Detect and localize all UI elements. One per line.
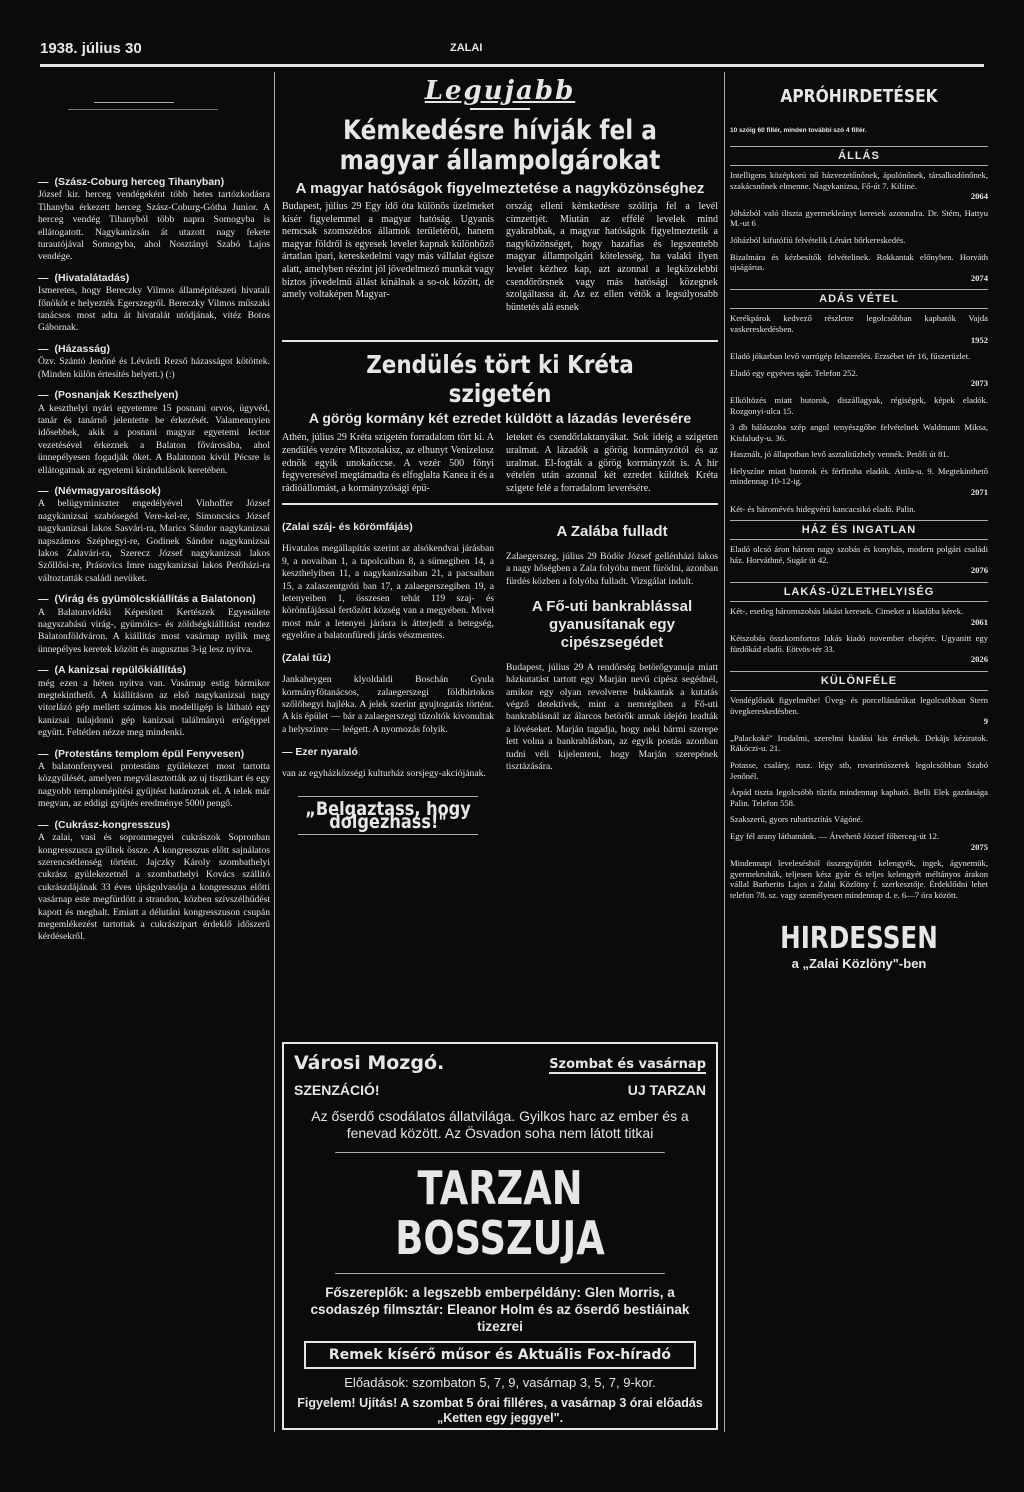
- classified-ad-text: Potasse, csaláry, rusz. légy stb, rovarirtószerek legolcsóbban Szabó Jenőnél.: [730, 759, 988, 781]
- screening-schedule: Előadások: szombaton 5, 7, 9, vasárnap 3, 5, 7, 9-kor.: [344, 1375, 656, 1390]
- decorative-rule: [94, 102, 174, 103]
- classified-ad: [730, 695, 988, 727]
- classifieds-price: 10 szóig 60 fillér, minden további szó 4 fillér.: [730, 127, 867, 134]
- classified-ad: [730, 633, 988, 665]
- subhead-espionage: A magyar hatóságok figyelmeztetése a nagyközönséghez: [295, 180, 705, 197]
- film-cast: Főszereplők: a legszebb emberpéldány: Glen Morris, a csodaszép filmsztár: Eleanor Holm és az őserdő bestiáinak tizezrei: [310, 1285, 690, 1334]
- classified-ad-text: Intelligens középkorú nő házvezetőnőnek, ápolónőnek, társalkodónőnek, szakácsnőnek elmenne. Nagykanizsa, Fő-út 7. Kiltinė.: [730, 170, 988, 191]
- headline-crete: Zendülés tört ki Kréta szigetén: [366, 350, 634, 409]
- news-item-title-text: (Házasság): [54, 342, 110, 355]
- classified-ad: [730, 466, 988, 498]
- classified-ad-text: Szakszerű, gyors ruhatisztítás Vágóné.: [730, 814, 863, 825]
- slogan-box: „Belgaztass, hogy dolgezhass!": [298, 796, 478, 835]
- classifieds-sections: [730, 146, 988, 901]
- main-news-area: [282, 72, 718, 835]
- title-dash: —: [38, 271, 49, 284]
- news-item-body: A keszthelyi nyári egyetemre 15 posnani orvos, ügyvéd, tanár és tanárnő jelentette be érkezését. Valamennyien idősebbek, akik a posnani magyar egyetemi lector vezetésével érkeznek a Balaton fővárosába, ahol ünnepélyesen fogadják őket. A Balatonon kívül Pécsre is ellátogatnak az egyetemi kirándulások keretében.: [38, 402, 270, 476]
- news-item-title: [38, 593, 270, 605]
- news-item-title-text: (Posnanjak Keszthelyen): [54, 389, 179, 402]
- classified-ad: [730, 368, 988, 389]
- classified-ad-text: „Palackoké" Irodalmi, szerelmi kiadási kis értékek. Dekájs kéziratok. Rákóczi-u. 21.: [730, 732, 988, 754]
- classified-ad-number: 2071: [970, 487, 988, 498]
- news-item-title-text: (Cukrász-kongresszus): [54, 818, 171, 831]
- article-crete: [282, 432, 718, 495]
- cinema-label-new-tarzan: UJ TARZAN: [627, 1082, 706, 1098]
- classified-ad-text: Helyszíne miatt butorok és férfiruha eladók. Attila-u. 9. Megtekinthető mindennap 10-12-ig.: [730, 465, 988, 487]
- supporting-program: Remek kísérő műsor és Aktuális Fox-híradó: [304, 1341, 696, 1369]
- classified-ad-number: 2064: [970, 191, 988, 202]
- classified-ad: [730, 760, 988, 781]
- article-espionage-right: ország elleni kémkedésre szólítja fel a levél címzettjét. Miután az effélé levelek mind gyakrabbak, a magyar hatóságok figyelmeztetik a nagyközönséget, hogy hazafias és legszentebb magyar állampolgári kötelesség, ha valaki ilyen levelet kézhez kap, azt azonnal a legközelebbi csendőrőrsnek vagy más hatósági közegnek szolgáltassa át. Az ez ellen vétők a legsúlyosabb büntetés alá esnek: [506, 201, 718, 313]
- cinema-label-sensation: SZENZÁCIÓ!: [294, 1082, 380, 1098]
- news-item-title: [38, 819, 270, 831]
- classified-ad: [730, 504, 988, 515]
- news-item-title: [38, 485, 270, 497]
- classified-ad: [730, 858, 988, 900]
- classified-ad-text: Jóházból kifutófiú felvételik Lénárt bőrkereskedés.: [730, 234, 906, 245]
- title-dash: —: [38, 818, 49, 831]
- news-item-title: [38, 389, 270, 401]
- news-item-title-text: (Hivatalátadás): [54, 271, 130, 284]
- classified-ad-text: Árpád tiszta legolcsóbb tűzifa mindennap kapható. Belli Elek gazdasága Palin. Telefon 558.: [730, 787, 988, 808]
- classified-ad-text: Kétszobás összkomfortos lakás kiadó november elsejére. Ugyanitt egy fürdőkád eladó. Eötvös-tér 33.: [730, 633, 988, 654]
- title-dash: —: [38, 664, 49, 677]
- left-news-list: [38, 176, 270, 944]
- classified-section-title: HÁZ ÉS INGATLAN: [730, 520, 988, 540]
- classified-ad: [730, 208, 988, 229]
- legujabb-logo: Legujabb: [424, 76, 576, 106]
- title-dash: —: [38, 593, 49, 606]
- section-rule: [282, 340, 718, 342]
- news-item-body: Hivatalos megállapítás szerint az alsókendvai járásban 9, a novaiban 1, a tapolcaiban 8, a sümegiben 14, a keszthelyiben 11, a nagykanizsaiban 21, a pacsaiban 15, a zalaszentgróti ban 17, a zalaegerszegiben 19, a letenyeiben 1, összesen tehát 119 szaj- és körömfájással fertőzött község van a megyében. Miveł most már a letenyei járásra is átterjedt a betegség, egyelőre a balatonfüredi járás vészmentes.: [282, 543, 494, 642]
- subhead-crete: A görög kormány két ezredet küldött a lázadás leverésére: [308, 410, 692, 427]
- classified-ad-text: Kerékpárok kedvező részletre legolcsóbban kaphatók Vajda vaskereskedésben.: [730, 313, 988, 334]
- classified-section-title: ADÁS VÉTEL: [730, 289, 988, 309]
- news-item-title: — Ezer nyaraló: [282, 745, 358, 758]
- news-item-title-text: (Protestáns templom épül Fenyvesen): [54, 747, 245, 760]
- column-divider-right: [724, 72, 725, 1432]
- promo-title: HIRDESSEN: [780, 920, 938, 956]
- classified-ad: [730, 170, 988, 202]
- news-item-title: [38, 343, 270, 355]
- classified-ad: [730, 252, 988, 284]
- classified-ad-text: Vendéglősök figyelmébe! Üveg- és porcellánárúkat legolcsóbban Stern üvegkereskedésben.: [730, 695, 988, 716]
- classified-ad-text: Jóházból való iliszta gyermekleányt keresek azonnalra. Dr. Stém, Hattyu M.-ut 6: [730, 207, 988, 229]
- classified-ad-number: 2073: [970, 378, 988, 389]
- classified-ad-text: 3 db hálószoba szép angol tenyészgőbe felvételnek Waldmann Miksa, Kisfaludy-u. 36.: [730, 422, 988, 443]
- column-divider-left: [274, 72, 275, 1432]
- classified-ad: [730, 787, 988, 808]
- classified-ad: [730, 831, 988, 852]
- title-dash: —: [38, 342, 49, 355]
- classified-ad-text: Eladó egy egyéves sgár. Telefon 252.: [730, 367, 858, 378]
- news-item-body: Ismeretes, hogy Bereczky Vilmos államépítészeti hivatali főnököt e helyezték Egerszegről. Bereczky Vilmos műszaki tanácsos most adta át hivatalát utódjának, vitéz Botos Gábornak.: [38, 285, 270, 334]
- classified-ad-number: 2076: [970, 565, 988, 576]
- classified-section-title: ÁLLÁS: [730, 146, 988, 166]
- header-rule: [40, 64, 984, 67]
- classified-ad-text: Bizalmára és kézbesítők felvételinek. Rokkantak előnyben. Horváth ujságárus.: [730, 251, 988, 273]
- film-title: TARZAN BOSSZUJA: [335, 1152, 665, 1274]
- news-item-title: [38, 748, 270, 760]
- classified-ad-text: Eladó olcsó áron három nagy szobás és konyhás, modern polgári családi ház. Horváthné, Sugár út 42.: [730, 544, 988, 565]
- classified-ad-text: Használt, jó állapotban levő asztalitűzhely vennék. Petőfi út 81.: [730, 449, 949, 460]
- classified-ad-text: Két-, esetleg háromszobás lakást keresek. Cimeket a kiadóba kérek.: [730, 606, 964, 617]
- lower-news-right: [506, 513, 718, 835]
- title-dash: —: [38, 484, 49, 497]
- news-item-title-text: (Szász-Coburg herceg Tihanyban): [54, 176, 225, 188]
- news-item-title: [38, 664, 270, 676]
- classified-ad: [730, 814, 988, 825]
- classified-ad: [730, 351, 988, 362]
- news-item-body: A belügyminiszter engedélyével Vinhoffer József nagykanizsai szabósegéd Vere-kel-re, Simoncsics József nagykanizsai lakos Sasvári-ra, Marics Sándor nagykanizsai napszámos Széphegyi-re, Godinek Sándor nagykanizsai lakos Zalavári-ra, Szerecz József nagykanizsai lakos Szőllősi-re, Prásovics Imre nagykanizsai lakos Petőházi-ra változtatták családi nevüket.: [38, 498, 270, 584]
- news-item-body: még ezen a héten nyitva van. Vasárnap estig bármikor megtekinthető. A kiállításon az első nagykanizsai nagy vitorlázó gép mellett számos kis modelligép is látható egy kanizsai tulajdonú gép kanizsai találmányú erőgéppel együtt. Feltétlen nézze meg mindenki.: [38, 677, 270, 739]
- news-item-title: A Fő-uti bankrablással gyanusítanak egy cipészsegédet: [531, 598, 693, 652]
- cinema-description: Az őserdő csodálatos állatvilága. Gyilkos harc az ember és a fenevad között. Az Ösvadon soha nem látott titkai: [311, 1108, 689, 1141]
- classified-ad: [730, 422, 988, 443]
- title-dash: —: [38, 389, 49, 402]
- lower-news-left: [282, 513, 494, 835]
- cinema-header: [294, 1052, 706, 1074]
- classified-ad-number: 2075: [970, 841, 988, 852]
- article-crete-right: leteket és csendőrlaktanyákat. Sok ideig a szigeten uralmat. A lázadók a görög kormányzótól és az uralmat. El-fogták a görög kormányzót is. A hír vételén után azonnal két ezredet küldtek Kréta szigete felé a forradalom leverésére.: [506, 432, 718, 494]
- news-item-title: [38, 272, 270, 284]
- news-item-body: Özv. Szántó Jenőné és Lévárdi Rezső házasságot kötöttek. (Minden külön értesítés helyett.) (:): [38, 356, 270, 380]
- section-rule: [282, 503, 718, 505]
- news-item-title: [38, 176, 270, 188]
- news-item-title: (Zalai száj- és körömfájás): [282, 521, 413, 534]
- page-header: [40, 40, 984, 64]
- news-item-title-text: (Névmagyarosítások): [54, 484, 161, 497]
- paper-name: ZALAI: [450, 42, 483, 54]
- news-item-title-text: (A kanizsai repülőkiállítás): [54, 664, 186, 677]
- news-item-title: (Zalai tűz): [282, 652, 331, 665]
- news-item-body: József kir. herceg vendégeként több hetes tartózkodásra Tihanyba érkezett herceg Szász-Coburg-Gótha Junior. A herceg vendég Tihanyból több napra Somogyba is ellátogatott. Nagykanizsán át utazott nagy fekete turautójával Somogyba, ahol Nosztányi Szabó Lajos vendége.: [38, 189, 270, 263]
- classified-section-title: LAKÁS-ÜZLETHELYISÉG: [730, 582, 988, 602]
- title-dash: —: [38, 747, 49, 760]
- classified-ad: [730, 395, 988, 416]
- news-item-body: Jankaheygen klyoldaldi Boschán Gyula kormányfőtanácsos, zalaegerszegi földbirtokos szőlőhegyi hajléka. A jelek szerint gyujtogatás történt. A kis épület — bár a zalaegerszegi tűzoltók kivonultak a helyszínre — leégett. A nyomozás folyik.: [282, 674, 494, 735]
- classified-ad: [730, 313, 988, 345]
- headline-espionage: Kémkedésre hívják fel a magyar állampolgárokat: [339, 115, 661, 176]
- classified-ad: [730, 544, 988, 576]
- classified-ad-number: 2061: [970, 616, 988, 627]
- cinema-advertisement: [282, 1042, 718, 1430]
- classified-ad-number: 2026: [970, 654, 988, 665]
- classified-section-title: KÜLÖNFÉLE: [730, 671, 988, 691]
- promo-subtitle: a „Zalai Közlöny"-ben: [791, 955, 927, 971]
- article-espionage-left: Budapest, július 29 Egy idő óta különös üzelmeket kísér figyelemmel a magyar hatóság. Ugyanis nemcsak szomszédos államok területéről, hanem magyar földről is egyesek levelet kapnak különböző ártatlan ipari, kereskedelmi vagy más vállalat égisze alatt, amelyben részint jól jövedelmező munkát vagy bíztos jövedelmű állást kínálnak a so-ok között, de amely voltaképen Magyar-: [282, 201, 494, 301]
- title-dash: —: [38, 176, 49, 188]
- article-espionage: [282, 201, 718, 314]
- left-news-column: [38, 72, 270, 944]
- classified-ad-text: Két- és háromévés hidegvérű kancacsikó eladó. Palin.: [730, 503, 916, 514]
- classified-ads-column: [730, 72, 988, 971]
- cinema-labels: [294, 1082, 706, 1098]
- classified-ad-number: 2074: [970, 272, 988, 283]
- classified-ad-text: Elköltözés miatt butorok, diszállagyak, régiségek, képek eladók. Rozgonyi-ulca 15.: [730, 394, 988, 416]
- classified-ad-text: Eladó jókarban levő varrógép felszerelés. Erzsébet tér 16, fűszerüzlet.: [730, 351, 971, 362]
- classified-ad: [730, 235, 988, 246]
- classified-ad: [730, 733, 988, 754]
- cinema-when: Szombat és vasárnap: [549, 1057, 706, 1072]
- news-item-body: A Balatonvidéki Képesített Kertészek Egyesülete nagyszabású virág-, gyümölcs- és zöldségkiállítást rendez Balatonföldváron. A kiállítás most vasárnap nyílik meg ünnepélyes keretek között és augusztus 3-ig lesz nyitva.: [38, 606, 270, 655]
- news-item-title: A Zalába fulladt: [556, 523, 668, 541]
- news-item-body: van az egyházközségi kulturház sorsjegy-akciójának.: [282, 767, 486, 779]
- classified-ad-text: Mindennapi levelesésból összegyűjtött kelengyék, ingek, ágynemük, gyermekruhák, teljesen kész gyár és teljes kelengyét méltányos árakon vállal Barberits Lajos a Zalai Közlöny f. szerkesztője. Érdeklődni lehet telefon 78. sz. vagy személyesen mindennap d. e. 6—7 óra között.: [730, 858, 988, 900]
- cinema-name: Városi Mozgó.: [294, 1052, 445, 1074]
- news-item-title-text: (Virág és gyümölcskiállítás a Balatonon): [54, 593, 256, 606]
- news-item-body: A zalai, vasi és sopronmegyei cukrászok Sopronban kongresszusra gyűltek össze. A kongresszus előtt sajnálatos szerencsétlenség történt. Jajczky Károly szombathelyi cukrász gyülekezetnél a szombathelyi Kovács szállító cukrászdájának 33 éves újságolvasója a kongresszus előtti vasárnap este megfürdött a strandon, közben szívszélhűdést kapott és meghalt. Emiatt a délutáni kongresszuson csupán megemlékezést tartottak a cukrászipart érdeklő időszerű kérdésekről.: [38, 832, 270, 943]
- classified-ad: [730, 606, 988, 627]
- issue-date: 1938. július 30: [40, 40, 142, 57]
- logo-rule: [470, 108, 530, 110]
- classifieds-title: APRÓHIRDETÉSEK: [780, 86, 938, 107]
- classified-ad: [730, 449, 988, 460]
- classified-ad-text: Egy fél arany láthatnánk. — Átvehető József főherceg-út 12.: [730, 830, 940, 841]
- classified-ad-number: 1952: [970, 334, 988, 345]
- news-item-body: A balatonfenyvesi protestáns gyülekezet most tartotta közgyűlését, amelyen megválasztották az uj tisztikart és egy nagyobb templomépítési gyűjtést határoztak el. A telek már megvan, az eddigi gyűjtés eredménye 5000 pengő.: [38, 761, 270, 810]
- decorative-rule: [68, 109, 218, 110]
- article-crete-left: Athén, július 29 Kréta szigetén forradalom tört ki. A zendülés vezére Mitszotakisz, az elhunyt Venizelosz ednök egyik unokaöccse. A vezér 500 főnyi fegyveresével megtámadta és elfoglalta Kanea it és a rádióállomást, a kormányzósági épü-: [282, 432, 494, 494]
- news-item-body: Zalaegerszeg, július 29 Bödör József gellénházi lakos a nagy hőségben a Zala folyóba ment fürödni, azonban fürdés közben a folyóba fulladt. Vizsgálat indult.: [506, 550, 718, 587]
- news-item-body: Budapest, július 29 A rendőrség betörőgyanuja miatt házkutatást tartott egy Marján nevű cipész segédnél, amikor egy olyan revolverre bukkantak a kutatás végző detektívek, mint a nemrégiben a Fő-uti bankrablásnál az álarcos betörők annak idején leadták a lövéseket. Marján tagadja, hogy neki bármi szerepe lett volna a bankrablásban, az egyik postás azonban tudni véli kijelenteni, hogy Marján szerepének tisztázására.: [506, 661, 718, 772]
- lower-news: [282, 513, 718, 835]
- classified-ad-number: 9: [983, 716, 988, 727]
- cinema-note: Figyelem! Ujítás! A szombat 5 órai filléres, a vasárnap 3 órai előadás „Ketten egy jeggyel".: [297, 1396, 703, 1425]
- mid-news-list: [282, 521, 494, 780]
